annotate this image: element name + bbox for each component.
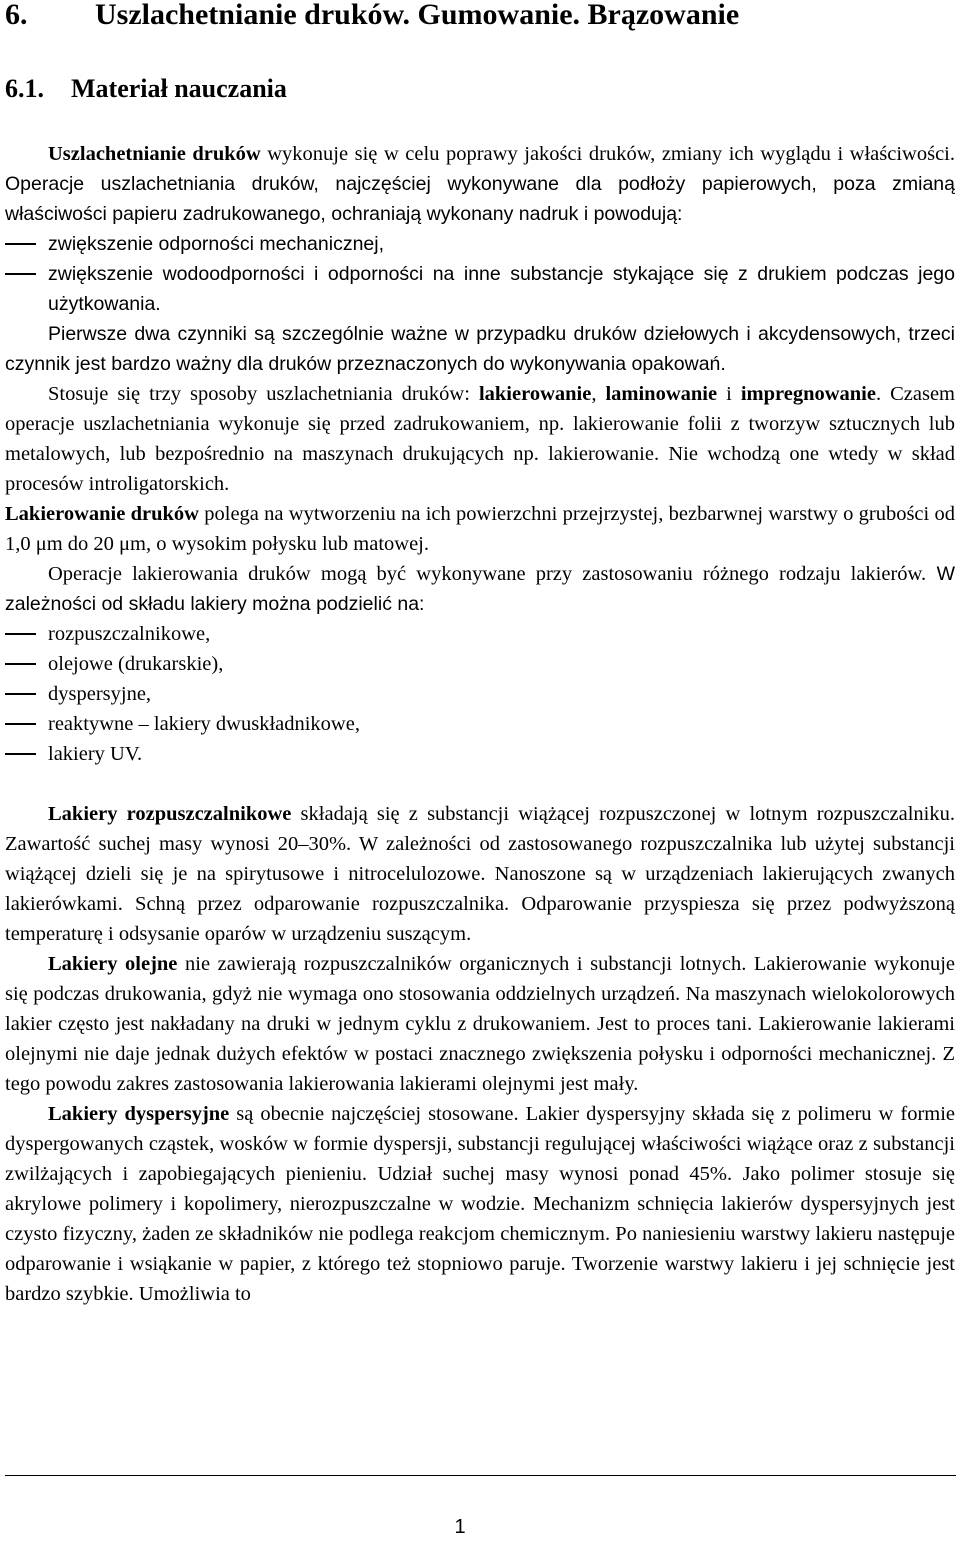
term-oil-lacquers: Lakiery olejne <box>48 953 178 975</box>
paragraph-intro: Uszlachetnianie druków wykonuje się w celu poprawy jakości druków, zmiany ich wyglądu i właściwości. Operacje uszlachetniania druków, najczęściej wykonywane dla podłoży papierowych, poza zmianą właściwości papieru zadrukowanego, ochraniają wykonany nadruk i powodują: <box>5 143 955 225</box>
paragraph-solvent-lacquers: Lakiery rozpuszczalnikowe składają się z substancji wiążącej rozpuszczonej w lotnym rozpuszczalniku. Zawartość suchej masy wynosi 20–30%. W zależności od zastosowanego rozpuszczalnika lub użytej substancji wiążącej dzieli się je na spirytusowe i nitrocelulozowe. Nanoszone są w urządzeniach lakierujących zwanych lakierówkami. Schną przez odparowanie rozpuszczalnika. Odparowanie przyspiesza się przez podwyższoną temperaturę i odsysanie oparów w urządzeniu suszącym. <box>5 803 956 945</box>
paragraph-lacquer-types-intro: Operacje lakierowania druków mogą być wykonywane przy zastosowaniu różnego rodzaju lakierów. W zależności od składu lakiery można podzielić na: <box>5 563 955 615</box>
effects-list <box>5 229 955 319</box>
list-item: lakiery UV. <box>5 739 955 769</box>
term-dispersion-lacquers: Lakiery dyspersyjne <box>48 1103 230 1125</box>
list-item: zwiększenie wodoodporności i odporności na inne substancje stykające się z drukiem podczas jego użytkowania. <box>5 259 955 319</box>
chapter-number: 6. <box>5 0 28 31</box>
list-item: rozpuszczalnikowe, <box>5 619 955 649</box>
paragraph-methods: Stosuje się trzy sposoby uszlachetniania druków: lakierowanie, laminowanie i impregnowanie. Czasem operacje uszlachetniania wykonuje się przed zadrukowaniem, np. lakierowanie folii z tworzyw sztucznych lub metalowych, lub bezpośrednio na maszynach drukujących np. lakierowanie. Nie wchodzą one wtedy w skład procesów introligatorskich. <box>5 383 955 495</box>
body-text <box>5 139 955 1309</box>
page-number: 1 <box>454 1516 466 1538</box>
chapter-heading <box>5 0 739 30</box>
term-solvent-lacquers: Lakiery rozpuszczalnikowe <box>48 803 292 825</box>
list-item: olejowe (drukarskie), <box>5 649 955 679</box>
chapter-title: Uszlachetnianie druków. Gumowanie. Brązowanie <box>95 0 740 31</box>
paragraph-factors: Pierwsze dwa czynniki są szczególnie ważne w przypadku druków dziełowych i akcydensowych, trzeci czynnik jest bardzo ważny dla druków przeznaczonych do wykonywania opakowań. <box>5 323 955 375</box>
paragraph-dispersion-lacquers: Lakiery dyspersyjne są obecnie najczęściej stosowane. Lakier dyspersyjny składa się z polimeru w formie dyspergowanych cząstek, wosków w formie dyspersji, substancji regulującej właściwości wiążące oraz z substancji zwilżających i zapobiegających pienieniu. Udział suchej masy wynosi ponad 45%. Jako polimer stosuje się akrylowe polimery i kopolimery, nierozpuszczalne w wodzie. Mechanizm schnięcia lakierów dyspersyjnych jest czysto fizyczny, żaden ze składników nie podlega reakcjom chemicznym. Po naniesieniu warstwy lakieru następuje odparowanie i wsiąkanie w papier, z którego też stopniowo paruje. Tworzenie warstwy lakieru i jej schnięcie jest bardzo szybkie. Umożliwia to <box>5 1103 956 1305</box>
list-item: dyspersyjne, <box>5 679 955 709</box>
paragraph-oil-lacquers: Lakiery olejne nie zawierają rozpuszczalników organicznych i substancji lotnych. Lakierowanie wykonuje się podczas drukowania, gdyż nie wymaga ono stosowania oddzielnych urządzeń. Na maszynach wielokolorowych lakier często jest nakładany na druki w jednym cyklu z drukowaniem. Jest to proces tani. Lakierowanie lakierami olejnymi nie daje jednak dużych efektów w postaci znacznego zwiększenia połysku i odporności mechanicznej. Z tego powodu zakres zastosowania lakierowania lakierami olejnymi jest mały. <box>5 953 955 1095</box>
term-uszlachetnianie: Uszlachetnianie druków <box>48 143 261 165</box>
list-item: zwiększenie odporności mechanicznej, <box>5 229 955 259</box>
footer-divider <box>5 1475 956 1476</box>
lacquer-types-list <box>5 619 955 769</box>
paragraph-lakierowanie: Lakierowanie druków polega na wytworzeniu na ich powierzchni przejrzystej, bezbarwnej warstwy o grubości od 1,0 μm do 20 μm, o wysokim połysku lub matowej. <box>5 503 955 555</box>
term-lakierowanie: Lakierowanie druków <box>5 503 199 525</box>
section-number: 6.1. <box>5 74 44 103</box>
section-heading <box>5 76 287 102</box>
list-item: reaktywne – lakiery dwuskładnikowe, <box>5 709 955 739</box>
section-title: Materiał nauczania <box>71 74 287 103</box>
